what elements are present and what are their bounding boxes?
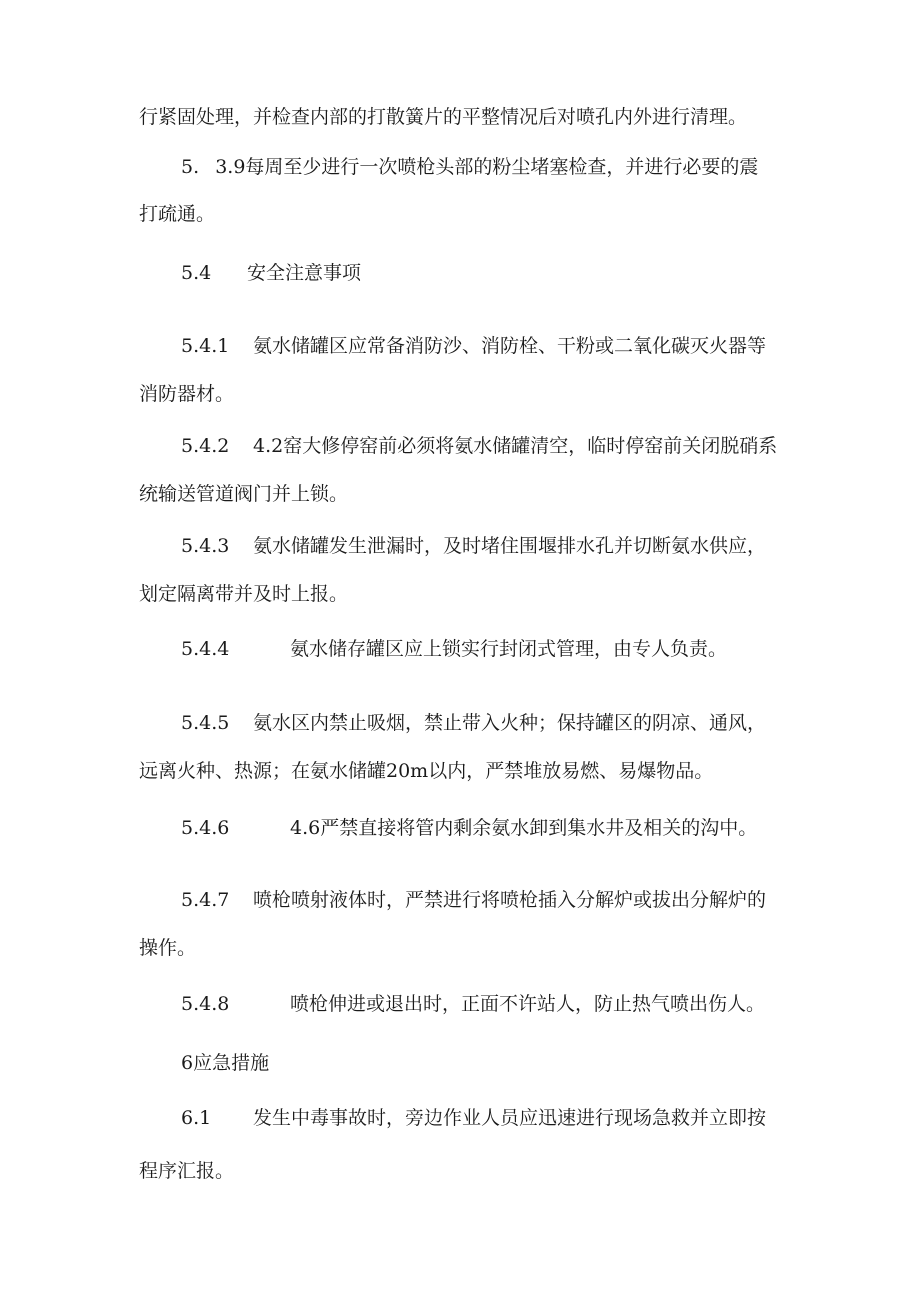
item-text: 氨水储存罐区应上锁实行封闭式管理，由专人负责。: [290, 638, 728, 660]
paragraph-text: 3.9每周至少进行一次喷枪头部的粉尘堵塞检查，并进行必要的震: [215, 156, 759, 178]
item-number: 5.4.7: [181, 889, 230, 911]
item-5-4-3-cont: 划定隔离带并及时上报。: [139, 583, 349, 605]
item-5-4-6: [181, 815, 757, 841]
item-5-4-5: [181, 710, 766, 736]
paragraph-number: 5.: [181, 156, 200, 178]
item-5-4-1: [181, 333, 766, 359]
item-number: 5.4.6: [181, 817, 230, 839]
item-5-4-4: [181, 636, 727, 662]
item-text: 氨水储罐发生泄漏时，及时堵住围堰排水孔并切断氨水供应，: [253, 535, 767, 557]
paragraph-continuation: 行紧固处理，并检查内部的打散簧片的平整情况后对喷孔内外进行清理。: [139, 106, 748, 128]
item-number: 5.4.8: [181, 993, 230, 1015]
item-number: 5.4.3: [181, 535, 230, 557]
item-number: 6.1: [181, 1107, 212, 1129]
item-text: 喷枪喷射液体时，严禁进行将喷枪插入分解炉或拔出分解炉的: [253, 889, 767, 911]
item-6-1-cont: 程序汇报。: [139, 1160, 235, 1182]
item-5-4-2: [181, 433, 777, 459]
item-text: 氨水区内禁止吸烟，禁止带入火种；保持罐区的阴凉、通风，: [253, 712, 767, 734]
item-text: 4.6严禁直接将管内剩余氨水卸到集水井及相关的沟中。: [290, 817, 758, 839]
item-number: 5.4.4: [181, 638, 230, 660]
item-5-4-7: [181, 887, 766, 913]
item-text: 喷枪伸进或退出时，正面不许站人，防止热气喷出伤人。: [290, 993, 766, 1015]
item-5-4-2-cont: 统输送管道阀门并上锁。: [139, 483, 349, 505]
item-5-4-3: [181, 533, 766, 559]
item-text: 氨水储罐区应常备消防沙、消防栓、干粉或二氧化碳灭火器等: [253, 335, 767, 357]
item-number: 5.4.1: [181, 335, 230, 357]
paragraph-5-3-9: [181, 154, 758, 180]
section-number: 5.4: [181, 262, 212, 284]
item-text: 发生中毒事故时，旁边作业人员应迅速进行现场急救并立即按: [253, 1107, 767, 1129]
section-title: 安全注意事项: [247, 262, 362, 284]
item-5-4-5-cont: 远离火种、热源；在氨水储罐20m以内，严禁堆放易燃、易爆物品。: [139, 760, 714, 782]
item-text: 4.2窑大修停窑前必须将氨水储罐清空，临时停窑前关闭脱硝系: [253, 435, 778, 457]
section-heading-6: 6应急措施: [181, 1052, 270, 1074]
item-6-1: [181, 1105, 766, 1131]
item-number: 5.4.2: [181, 435, 230, 457]
item-5-4-7-cont: 操作。: [139, 937, 197, 959]
paragraph-5-3-9-cont: 打疏通。: [139, 203, 216, 225]
item-5-4-1-cont: 消防器材。: [139, 383, 235, 405]
section-heading-5-4: [181, 260, 361, 286]
item-number: 5.4.5: [181, 712, 230, 734]
item-5-4-8: [181, 991, 765, 1017]
